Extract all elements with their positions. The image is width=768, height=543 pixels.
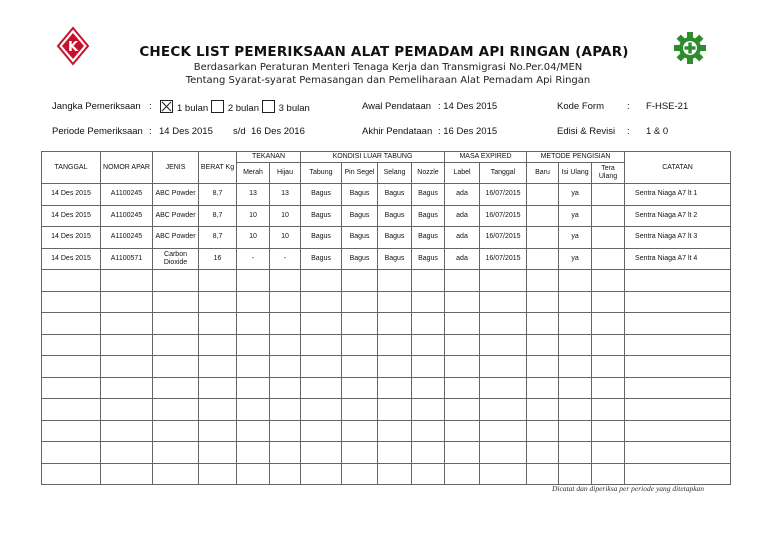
empty-table-row xyxy=(42,356,731,378)
empty-cell[interactable] xyxy=(412,463,445,485)
empty-cell[interactable] xyxy=(101,270,153,292)
cell-tanggal: 14 Des 2015 xyxy=(42,248,101,270)
empty-cell[interactable] xyxy=(237,442,270,464)
empty-cell[interactable] xyxy=(342,270,378,292)
empty-cell[interactable] xyxy=(412,399,445,421)
empty-cell[interactable] xyxy=(42,399,101,421)
cell-tanggal: 14 Des 2015 xyxy=(42,184,101,206)
empty-cell[interactable] xyxy=(42,463,101,485)
footer-note: Dicatat dan diperiksa per periode yang ditetapkan xyxy=(552,484,705,493)
empty-cell[interactable] xyxy=(378,420,412,442)
header-tanggal: TANGGAL xyxy=(42,152,101,184)
empty-cell[interactable] xyxy=(270,313,301,335)
checklist-table xyxy=(41,151,731,485)
option-3-bulan-label: 3 bulan xyxy=(278,103,310,114)
cell-nomor: A1100245 xyxy=(101,184,153,206)
edisi-revisi-value: 1 & 0 xyxy=(646,126,669,137)
jangka-colon: : xyxy=(149,101,152,112)
cell-label: ada xyxy=(445,184,480,206)
empty-cell[interactable] xyxy=(527,313,559,335)
empty-cell[interactable] xyxy=(101,420,153,442)
empty-cell[interactable] xyxy=(378,377,412,399)
cell-merah: 10 xyxy=(237,227,270,249)
empty-cell[interactable] xyxy=(42,420,101,442)
empty-cell[interactable] xyxy=(412,270,445,292)
cell-baru xyxy=(527,184,559,206)
empty-cell[interactable] xyxy=(559,463,592,485)
empty-cell[interactable] xyxy=(42,313,101,335)
checkbox-1-bulan[interactable] xyxy=(160,100,173,113)
cell-berat: 16 xyxy=(199,248,237,270)
kode-form-value: F-HSE-21 xyxy=(646,101,689,112)
cell-nozzle: Bagus xyxy=(412,227,445,249)
empty-cell[interactable] xyxy=(199,291,237,313)
empty-cell[interactable] xyxy=(301,270,342,292)
periode-sd: s/d xyxy=(233,126,246,137)
empty-cell[interactable] xyxy=(42,291,101,313)
regulation-subtitle: Berdasarkan Peraturan Menteri Tenaga Kerja dan Transmigrasi No.Per.04/MEN xyxy=(193,62,583,73)
empty-cell[interactable] xyxy=(527,420,559,442)
header-pin-segel: Pin Segel xyxy=(342,163,378,184)
empty-cell[interactable] xyxy=(153,270,199,292)
cell-nozzle: Bagus xyxy=(412,184,445,206)
empty-cell[interactable] xyxy=(153,291,199,313)
empty-cell[interactable] xyxy=(527,356,559,378)
empty-cell[interactable] xyxy=(301,313,342,335)
empty-cell[interactable] xyxy=(559,270,592,292)
empty-cell[interactable] xyxy=(342,377,378,399)
empty-cell[interactable] xyxy=(378,399,412,421)
empty-cell[interactable] xyxy=(559,377,592,399)
cell-label: ada xyxy=(445,205,480,227)
empty-cell[interactable] xyxy=(527,442,559,464)
cell-tera-ulang xyxy=(592,227,625,249)
header-berat: BERAT Kg xyxy=(199,152,237,184)
header-catatan: CATATAN xyxy=(625,152,731,184)
empty-cell[interactable] xyxy=(378,334,412,356)
empty-cell[interactable] xyxy=(199,313,237,335)
empty-cell[interactable] xyxy=(445,420,480,442)
empty-cell[interactable] xyxy=(592,377,625,399)
cell-tanggal-expired: 16/07/2015 xyxy=(480,248,527,270)
regulation-topic-subtitle: Tentang Syarat-syarat Pemasangan dan Pemeliharaan Alat Pemadam Api Ringan xyxy=(185,75,591,86)
empty-cell[interactable] xyxy=(101,313,153,335)
empty-cell[interactable] xyxy=(559,356,592,378)
empty-cell[interactable] xyxy=(592,442,625,464)
empty-cell[interactable] xyxy=(559,442,592,464)
cell-tera-ulang xyxy=(592,248,625,270)
cell-berat: 8,7 xyxy=(199,184,237,206)
cell-berat: 8,7 xyxy=(199,205,237,227)
cell-nozzle: Bagus xyxy=(412,248,445,270)
empty-cell[interactable] xyxy=(480,442,527,464)
cell-pin-segel: Bagus xyxy=(342,205,378,227)
empty-cell[interactable] xyxy=(270,442,301,464)
empty-cell[interactable] xyxy=(342,334,378,356)
empty-cell[interactable] xyxy=(101,334,153,356)
cell-jenis: Carbon Dioxide xyxy=(153,248,199,270)
empty-cell[interactable] xyxy=(199,442,237,464)
cell-nomor: A1100571 xyxy=(101,248,153,270)
empty-cell[interactable] xyxy=(445,270,480,292)
empty-table-row xyxy=(42,399,731,421)
empty-table-row xyxy=(42,291,731,313)
empty-cell[interactable] xyxy=(153,313,199,335)
empty-cell[interactable] xyxy=(412,334,445,356)
cell-nozzle: Bagus xyxy=(412,205,445,227)
empty-cell[interactable] xyxy=(199,356,237,378)
cell-tanggal-expired: 16/07/2015 xyxy=(480,184,527,206)
cell-tanggal-expired: 16/07/2015 xyxy=(480,205,527,227)
cell-catatan: Sentra Niaga A7 lt 3 xyxy=(625,227,731,249)
empty-table-row xyxy=(42,377,731,399)
empty-table-row xyxy=(42,270,731,292)
empty-cell[interactable] xyxy=(527,463,559,485)
jangka-options xyxy=(160,100,310,114)
empty-cell[interactable] xyxy=(445,399,480,421)
cell-tabung: Bagus xyxy=(301,227,342,249)
table-row xyxy=(42,227,731,249)
empty-cell[interactable] xyxy=(342,399,378,421)
empty-cell[interactable] xyxy=(270,399,301,421)
cell-selang: Bagus xyxy=(378,227,412,249)
empty-table-row xyxy=(42,334,731,356)
empty-cell[interactable] xyxy=(480,334,527,356)
cell-selang: Bagus xyxy=(378,248,412,270)
awal-pendataan-value: : 14 Des 2015 xyxy=(438,101,498,112)
empty-cell[interactable] xyxy=(301,399,342,421)
empty-table-row xyxy=(42,420,731,442)
cell-hijau: - xyxy=(270,248,301,270)
header-kondisi-luar-tabung: KONDISI LUAR TABUNG xyxy=(301,152,445,163)
header-selang: Selang xyxy=(378,163,412,184)
periode-end: 16 Des 2016 xyxy=(251,126,305,137)
header-isi-ulang: Isi Ulang xyxy=(559,163,592,184)
edisi-revisi-label: Edisi & Revisi xyxy=(557,126,616,137)
empty-cell[interactable] xyxy=(270,291,301,313)
empty-cell[interactable] xyxy=(153,442,199,464)
empty-cell[interactable] xyxy=(199,463,237,485)
cell-merah: 13 xyxy=(237,184,270,206)
header-tanggal-expired: Tanggal xyxy=(480,163,527,184)
empty-cell[interactable] xyxy=(625,270,731,292)
company-logo-letter: K xyxy=(67,40,79,55)
empty-cell[interactable] xyxy=(342,420,378,442)
empty-cell[interactable] xyxy=(625,420,731,442)
empty-cell[interactable] xyxy=(301,356,342,378)
empty-cell[interactable] xyxy=(199,377,237,399)
header-tera-ulang: Tera Ulang xyxy=(592,163,625,184)
table-row xyxy=(42,184,731,206)
cell-label: ada xyxy=(445,248,480,270)
table-row xyxy=(42,205,731,227)
header-metode-pengisian: METODE PENGISIAN xyxy=(527,152,625,163)
empty-cell[interactable] xyxy=(412,291,445,313)
empty-cell[interactable] xyxy=(101,291,153,313)
cell-baru xyxy=(527,227,559,249)
empty-cell[interactable] xyxy=(480,377,527,399)
cell-jenis: ABC Powder xyxy=(153,184,199,206)
cell-hijau: 13 xyxy=(270,184,301,206)
empty-cell[interactable] xyxy=(301,334,342,356)
periode-label: Periode Pemeriksaan xyxy=(52,126,143,137)
empty-cell[interactable] xyxy=(480,420,527,442)
empty-cell[interactable] xyxy=(412,442,445,464)
empty-cell[interactable] xyxy=(527,399,559,421)
empty-cell[interactable] xyxy=(480,356,527,378)
checkbox-2-bulan[interactable] xyxy=(211,100,224,113)
cell-selang: Bagus xyxy=(378,184,412,206)
empty-cell[interactable] xyxy=(625,334,731,356)
empty-cell[interactable] xyxy=(625,442,731,464)
kode-form-label: Kode Form xyxy=(557,101,604,112)
cell-catatan: Sentra Niaga A7 lt 2 xyxy=(625,205,731,227)
empty-cell[interactable] xyxy=(559,399,592,421)
empty-cell[interactable] xyxy=(153,399,199,421)
header-tekanan: TEKANAN xyxy=(237,152,301,163)
empty-cell[interactable] xyxy=(237,420,270,442)
empty-cell[interactable] xyxy=(445,313,480,335)
empty-cell[interactable] xyxy=(378,313,412,335)
cell-label: ada xyxy=(445,227,480,249)
empty-cell[interactable] xyxy=(559,420,592,442)
empty-table-row xyxy=(42,442,731,464)
cell-jenis: ABC Powder xyxy=(153,205,199,227)
header-label: Label xyxy=(445,163,480,184)
cell-tabung: Bagus xyxy=(301,184,342,206)
edisi-revisi-colon: : xyxy=(627,126,630,137)
empty-cell[interactable] xyxy=(480,291,527,313)
empty-cell[interactable] xyxy=(625,399,731,421)
cell-isi-ulang: ya xyxy=(559,205,592,227)
empty-cell[interactable] xyxy=(101,442,153,464)
header-merah: Merah xyxy=(237,163,270,184)
empty-cell[interactable] xyxy=(527,334,559,356)
empty-cell[interactable] xyxy=(480,313,527,335)
empty-cell[interactable] xyxy=(412,420,445,442)
empty-cell[interactable] xyxy=(559,313,592,335)
header-tabung: Tabung xyxy=(301,163,342,184)
empty-cell[interactable] xyxy=(592,356,625,378)
empty-cell[interactable] xyxy=(153,420,199,442)
cell-tanggal: 14 Des 2015 xyxy=(42,227,101,249)
empty-cell[interactable] xyxy=(378,463,412,485)
periode-colon: : xyxy=(149,126,152,137)
cell-tabung: Bagus xyxy=(301,248,342,270)
empty-cell[interactable] xyxy=(445,334,480,356)
empty-cell[interactable] xyxy=(42,334,101,356)
empty-cell[interactable] xyxy=(237,334,270,356)
empty-cell[interactable] xyxy=(559,291,592,313)
empty-cell[interactable] xyxy=(378,270,412,292)
cell-merah: 10 xyxy=(237,205,270,227)
empty-cell[interactable] xyxy=(301,377,342,399)
cell-tera-ulang xyxy=(592,205,625,227)
header-nozzle: Nozzle xyxy=(412,163,445,184)
empty-cell[interactable] xyxy=(101,463,153,485)
empty-cell[interactable] xyxy=(412,377,445,399)
empty-table-row xyxy=(42,463,731,485)
empty-cell[interactable] xyxy=(101,399,153,421)
empty-cell[interactable] xyxy=(412,356,445,378)
empty-table-row xyxy=(42,313,731,335)
empty-cell[interactable] xyxy=(199,334,237,356)
header-nomor-apar: NOMOR APAR xyxy=(101,152,153,184)
cell-pin-segel: Bagus xyxy=(342,248,378,270)
header-baru: Baru xyxy=(527,163,559,184)
empty-cell[interactable] xyxy=(480,270,527,292)
empty-cell[interactable] xyxy=(527,270,559,292)
empty-cell[interactable] xyxy=(237,270,270,292)
table-row xyxy=(42,248,731,270)
empty-cell[interactable] xyxy=(237,377,270,399)
checkbox-3-bulan[interactable] xyxy=(262,100,275,113)
empty-cell[interactable] xyxy=(101,377,153,399)
empty-cell[interactable] xyxy=(42,377,101,399)
empty-cell[interactable] xyxy=(42,442,101,464)
empty-cell[interactable] xyxy=(342,291,378,313)
empty-cell[interactable] xyxy=(153,377,199,399)
awal-pendataan-label: Awal Pendataan xyxy=(362,101,432,112)
empty-cell[interactable] xyxy=(237,313,270,335)
empty-cell[interactable] xyxy=(592,463,625,485)
kode-form-colon: : xyxy=(627,101,630,112)
cell-pin-segel: Bagus xyxy=(342,184,378,206)
empty-cell[interactable] xyxy=(625,313,731,335)
empty-cell[interactable] xyxy=(378,356,412,378)
empty-cell[interactable] xyxy=(527,377,559,399)
empty-cell[interactable] xyxy=(42,356,101,378)
empty-cell[interactable] xyxy=(342,313,378,335)
cell-merah: - xyxy=(237,248,270,270)
empty-cell[interactable] xyxy=(592,420,625,442)
header-masa-expired: MASA EXPIRED xyxy=(445,152,527,163)
empty-cell[interactable] xyxy=(101,356,153,378)
empty-cell[interactable] xyxy=(480,399,527,421)
cell-baru xyxy=(527,205,559,227)
empty-cell[interactable] xyxy=(42,270,101,292)
empty-cell[interactable] xyxy=(301,291,342,313)
empty-cell[interactable] xyxy=(625,377,731,399)
empty-cell[interactable] xyxy=(445,356,480,378)
option-2-bulan-label: 2 bulan xyxy=(227,103,259,114)
empty-cell[interactable] xyxy=(625,463,731,485)
empty-cell[interactable] xyxy=(270,463,301,485)
cell-baru xyxy=(527,248,559,270)
empty-cell[interactable] xyxy=(270,420,301,442)
empty-cell[interactable] xyxy=(270,334,301,356)
empty-cell[interactable] xyxy=(412,313,445,335)
cell-hijau: 10 xyxy=(270,227,301,249)
cell-tanggal-expired: 16/07/2015 xyxy=(480,227,527,249)
akhir-pendataan-value: : 16 Des 2015 xyxy=(438,126,498,137)
cell-catatan: Sentra Niaga A7 lt 1 xyxy=(625,184,731,206)
empty-cell[interactable] xyxy=(301,442,342,464)
header-jenis: JENIS xyxy=(153,152,199,184)
empty-cell[interactable] xyxy=(199,270,237,292)
cell-catatan: Sentra Niaga A7 lt 4 xyxy=(625,248,731,270)
empty-cell[interactable] xyxy=(378,442,412,464)
cell-nomor: A1100245 xyxy=(101,227,153,249)
empty-cell[interactable] xyxy=(625,356,731,378)
cell-isi-ulang: ya xyxy=(559,227,592,249)
empty-cell[interactable] xyxy=(592,334,625,356)
cell-tanggal: 14 Des 2015 xyxy=(42,205,101,227)
empty-cell[interactable] xyxy=(153,356,199,378)
cell-berat: 8,7 xyxy=(199,227,237,249)
cell-tabung: Bagus xyxy=(301,205,342,227)
akhir-pendataan-label: Akhir Pendataan xyxy=(362,126,433,137)
empty-cell[interactable] xyxy=(592,399,625,421)
empty-cell[interactable] xyxy=(237,291,270,313)
empty-cell[interactable] xyxy=(445,442,480,464)
empty-cell[interactable] xyxy=(237,463,270,485)
empty-cell[interactable] xyxy=(342,356,378,378)
empty-cell[interactable] xyxy=(527,291,559,313)
empty-cell[interactable] xyxy=(445,377,480,399)
header-hijau: Hijau xyxy=(270,163,301,184)
empty-cell[interactable] xyxy=(592,291,625,313)
empty-cell[interactable] xyxy=(237,356,270,378)
cell-nomor: A1100245 xyxy=(101,205,153,227)
empty-cell[interactable] xyxy=(301,463,342,485)
empty-cell[interactable] xyxy=(199,420,237,442)
empty-cell[interactable] xyxy=(270,377,301,399)
document-title: CHECK LIST PEMERIKSAAN ALAT PEMADAM API RINGAN (APAR) xyxy=(139,44,629,60)
empty-cell[interactable] xyxy=(378,291,412,313)
empty-cell[interactable] xyxy=(153,334,199,356)
empty-cell[interactable] xyxy=(153,463,199,485)
cell-hijau: 10 xyxy=(270,205,301,227)
empty-cell[interactable] xyxy=(270,270,301,292)
empty-cell[interactable] xyxy=(301,420,342,442)
empty-cell[interactable] xyxy=(592,270,625,292)
empty-cell[interactable] xyxy=(480,463,527,485)
cell-jenis: ABC Powder xyxy=(153,227,199,249)
empty-cell[interactable] xyxy=(559,334,592,356)
cell-isi-ulang: ya xyxy=(559,248,592,270)
jangka-label: Jangka Pemeriksaan xyxy=(52,101,141,112)
empty-cell[interactable] xyxy=(342,463,378,485)
empty-cell[interactable] xyxy=(592,313,625,335)
empty-cell[interactable] xyxy=(270,356,301,378)
option-1-bulan-label: 1 bulan xyxy=(177,103,209,114)
cell-isi-ulang: ya xyxy=(559,184,592,206)
cell-tera-ulang xyxy=(592,184,625,206)
empty-cell[interactable] xyxy=(199,399,237,421)
periode-start: 14 Des 2015 xyxy=(159,126,213,137)
cell-selang: Bagus xyxy=(378,205,412,227)
empty-cell[interactable] xyxy=(445,463,480,485)
empty-cell[interactable] xyxy=(625,291,731,313)
empty-cell[interactable] xyxy=(342,442,378,464)
cell-pin-segel: Bagus xyxy=(342,227,378,249)
empty-cell[interactable] xyxy=(237,399,270,421)
empty-cell[interactable] xyxy=(445,291,480,313)
